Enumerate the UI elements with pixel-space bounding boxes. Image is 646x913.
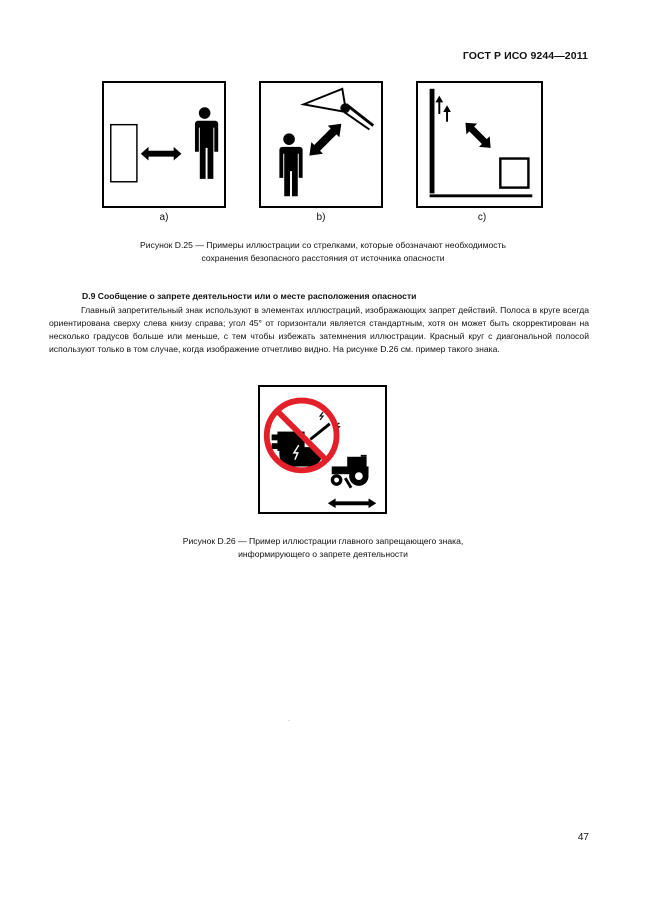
figure-d25-caption <box>60 239 586 264</box>
figure-d25-label-b: b) <box>316 212 326 223</box>
distance-from-lifted-load-icon <box>418 83 541 206</box>
figure-d26-caption-line1: Рисунок D.26 — Пример иллюстрации главного запрещающего знака, <box>182 536 464 546</box>
standard-header: ГОСТ Р ИСО 9244—2011 <box>462 50 588 62</box>
figure-d25-panel-c <box>416 81 543 208</box>
section-paragraph: Главный запретительный знак используют в элементах иллюстраций, изображающих запрет действий. Полоса в круге всегда ориентирована сверху слева книзу справа; угол 45° от горизонтали является стандартным, хотя он может быть скорректирован на несколько градусов больше или меньше, с тем чтобы избежать затемнения иллюстрации. Красный круг с диагональной полосой используют только в том случае, когда изображение отчетливо видно. На рисунке D.26 см. пример такого знака. <box>49 305 589 354</box>
section-title: D.9 Сообщение о запрете деятельности или о месте расположения опасности <box>82 291 417 301</box>
figure-d26-caption <box>150 535 496 560</box>
figure-d26-caption-line2: информирующего о запрете деятельности <box>238 548 408 559</box>
person-distance-from-bucket-icon <box>261 83 381 206</box>
prohibition-battery-servicing-sign-icon <box>260 387 385 512</box>
figure-d25-caption-line1: Рисунок D.25 — Примеры иллюстрации со стрелками, которые обозначают необходимость <box>139 240 506 250</box>
figure-d25-label-a: a) <box>159 212 169 223</box>
page-number: 47 <box>577 832 589 843</box>
figure-d25-panel-b <box>259 81 383 208</box>
person-distance-from-wall-icon <box>104 83 224 206</box>
scan-artifact <box>288 720 290 721</box>
figure-d25-caption-line2: сохранения безопасного расстояния от источника опасности <box>201 252 445 263</box>
figure-d25-label-c: c) <box>477 212 487 223</box>
figure-d25-panel-a <box>102 81 226 208</box>
figure-d26-sign <box>258 385 387 514</box>
